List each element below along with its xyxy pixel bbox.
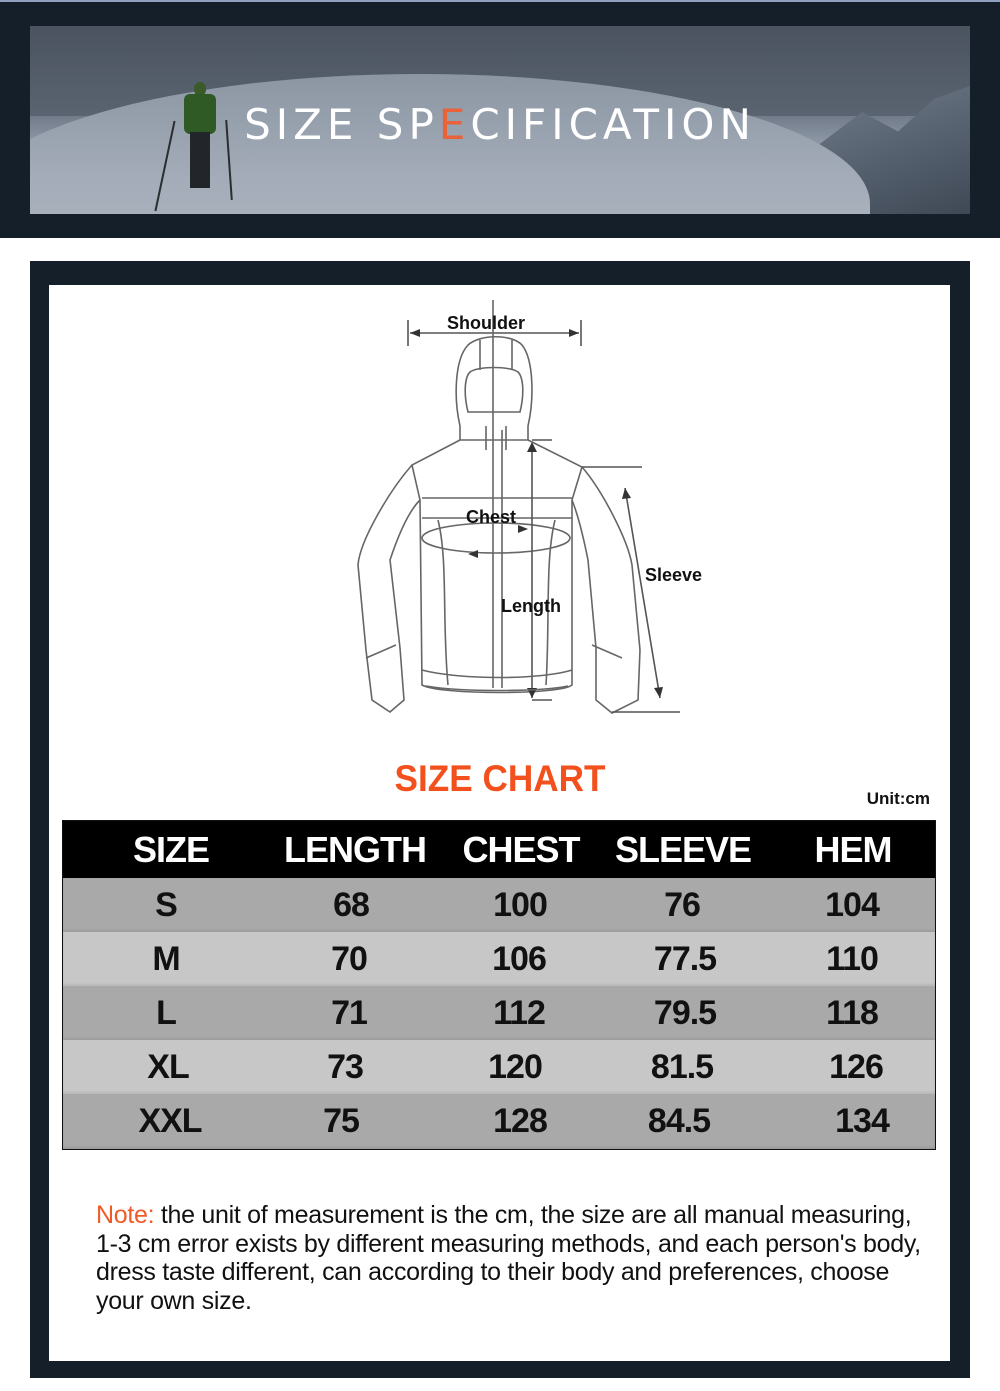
measurement-note <box>96 1201 926 1315</box>
cell-sleeve: 84.5 <box>647 1102 711 1140</box>
banner-image <box>30 26 970 214</box>
banner-title <box>30 100 970 150</box>
column-header-size: SIZE <box>132 828 209 870</box>
title-part: CIFICATION <box>470 100 756 149</box>
cell-size: XXL <box>138 1102 202 1140</box>
note-text: the unit of measurement is the cm, the size are all manual measuring, 1-3 cm error exists by different measuring methods, and each person's body, dress taste different, can according to their body and preferences, choose your own size. <box>96 1201 921 1315</box>
table-row <box>63 932 935 986</box>
cell-length: 71 <box>331 993 367 1032</box>
cell-chest: 120 <box>488 1047 542 1086</box>
cell-length: 68 <box>333 885 369 924</box>
cell-chest: 100 <box>493 885 547 924</box>
column-header-hem: HEM <box>814 828 892 870</box>
title-part: SIZE SP <box>244 100 439 149</box>
shoulder-label: Shoulder <box>447 313 526 333</box>
cell-hem: 104 <box>825 885 879 924</box>
note-label: Note: <box>96 1201 155 1229</box>
column-header-sleeve: SLEEVE <box>614 828 752 870</box>
table-row <box>63 878 935 932</box>
table-row <box>63 986 935 1040</box>
cell-size: M <box>152 939 180 978</box>
cell-sleeve: 79.5 <box>653 993 717 1032</box>
cell-sleeve: 77.5 <box>653 939 717 978</box>
chest-label: Chest <box>466 507 517 527</box>
jacket-measurement-diagram <box>350 300 730 720</box>
unit-label: Unit:cm <box>866 789 930 808</box>
cell-hem: 118 <box>826 993 878 1032</box>
cell-length: 73 <box>327 1047 363 1086</box>
jacket-outline-icon <box>350 300 730 720</box>
column-header-chest: CHEST <box>462 828 580 870</box>
size-table <box>62 820 936 1150</box>
cell-sleeve: 76 <box>664 885 700 924</box>
cell-hem: 134 <box>835 1102 889 1140</box>
cell-size: S <box>155 885 177 924</box>
cell-length: 70 <box>331 939 367 978</box>
cell-chest: 112 <box>493 993 545 1032</box>
length-label: Length <box>501 596 561 616</box>
size-chart-title: SIZE CHART <box>394 758 606 799</box>
cell-size: L <box>156 993 176 1032</box>
cell-chest: 106 <box>492 939 546 978</box>
column-header-length: LENGTH <box>284 828 426 870</box>
cell-chest: 128 <box>493 1102 547 1140</box>
header-band <box>0 0 1000 238</box>
table-row <box>63 1094 935 1149</box>
cell-hem: 126 <box>829 1047 883 1086</box>
title-accent-letter: E <box>438 100 471 149</box>
cell-hem: 110 <box>826 939 878 978</box>
cell-size: XL <box>147 1047 189 1086</box>
sleeve-label: Sleeve <box>645 565 703 585</box>
cell-sleeve: 81.5 <box>650 1047 714 1086</box>
table-row <box>63 1040 935 1094</box>
cell-length: 75 <box>323 1102 359 1140</box>
table-header-row <box>63 821 935 878</box>
